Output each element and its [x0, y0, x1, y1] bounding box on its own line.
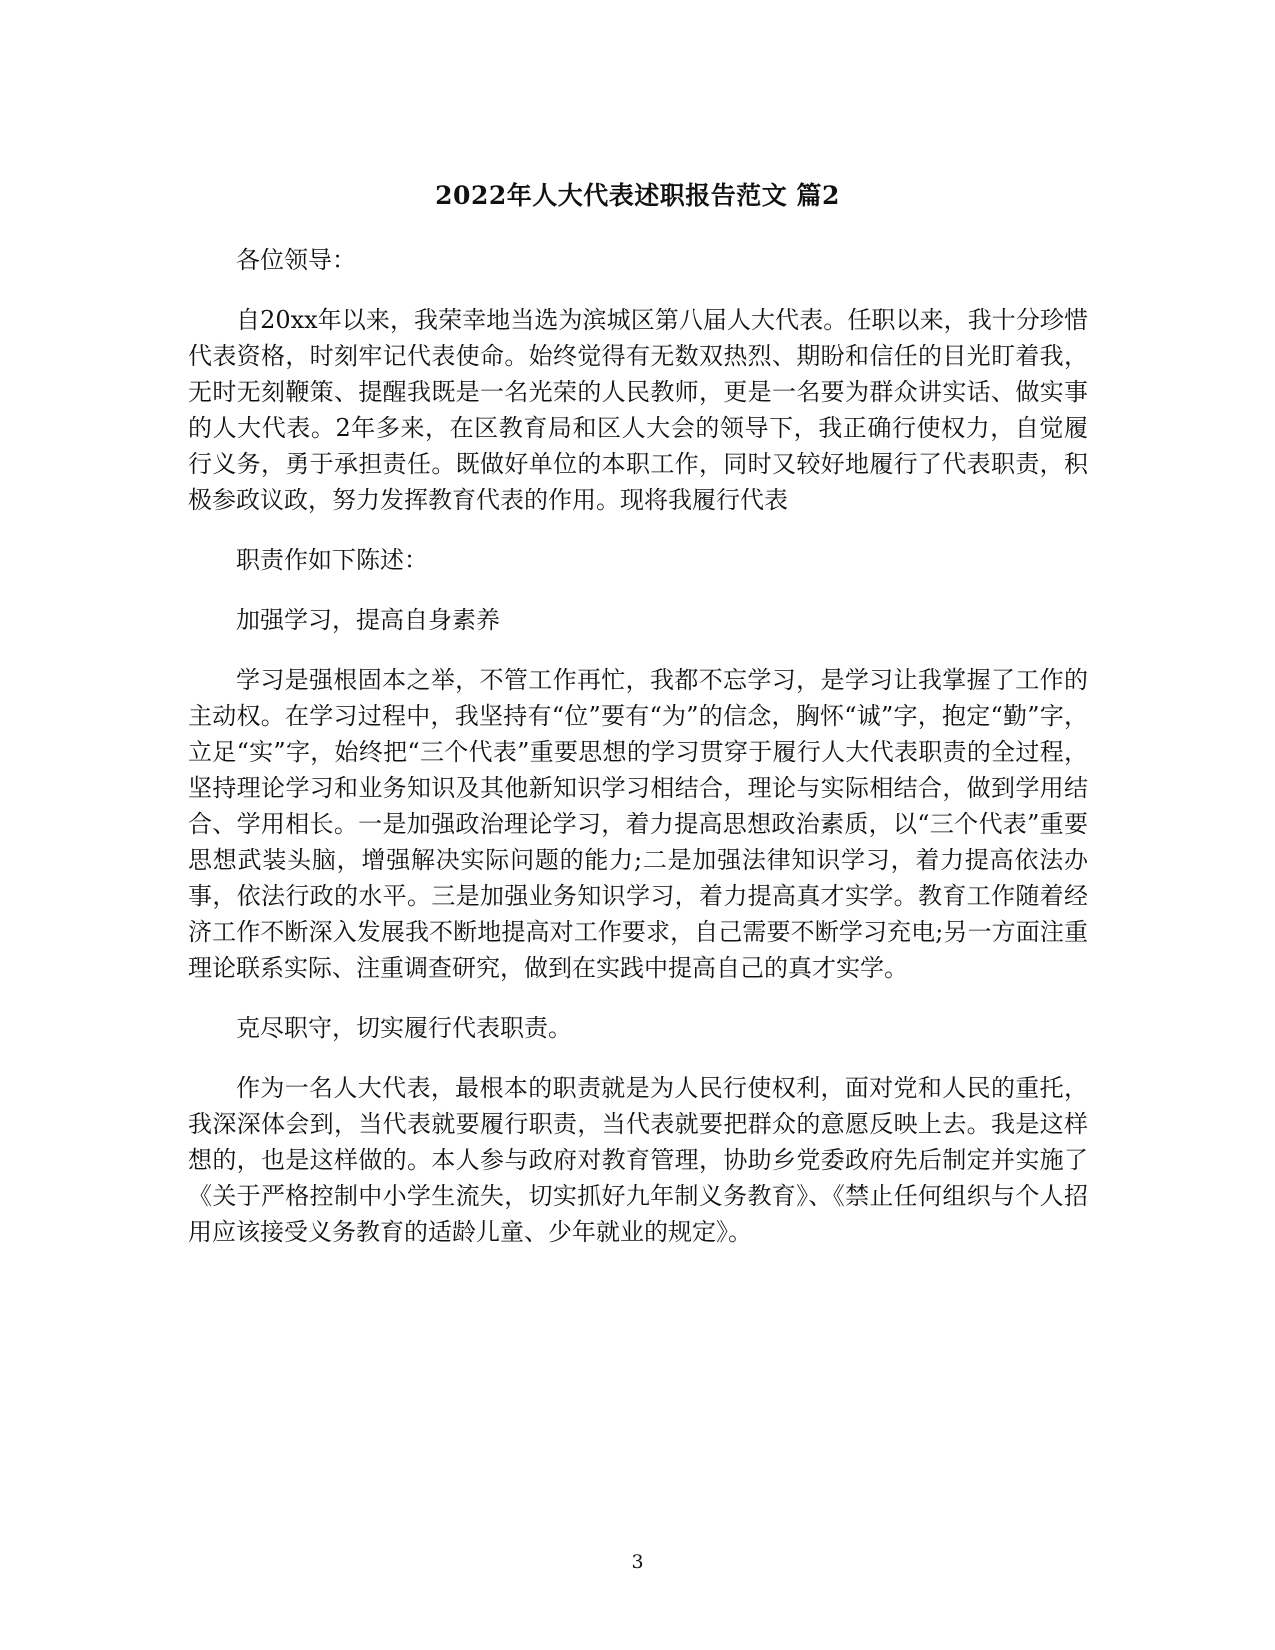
- page-title: 2022年人大代表述职报告范文 篇2: [435, 181, 840, 210]
- section-heading-duties: 克尽职守，切实履行代表职责。: [236, 1014, 572, 1042]
- paragraph-intro: 自20xx年以来，我荣幸地当选为滨城区第八届人大代表。任职以来，我十分珍惜代表资格，时刻牢记代表使命。始终觉得有无数双热烈、期盼和信任的目光盯着我，无时无刻鞭策、提醒我既是一名光荣的人民教师，更是一名要为群众讲实话、做实事的人大代表。2年多来，在区教育局和区人大会的领导下，我正确行使权力，自觉履行义务，勇于承担责任。既做好单位的本职工作，同时又较好地履行了代表职责，积极参政议政，努力发挥教育代表的作用。现将我履行代表: [188, 306, 1088, 514]
- paragraph-study: 学习是强根固本之举，不管工作再忙，我都不忘学习，是学习让我掌握了工作的主动权。在学习过程中，我坚持有“位”要有“为”的信念，胸怀“诚”字，抱定“勤”字，立足“实”字，始终把“三个代表”重要思想的学习贯穿于履行人大代表职责的全过程，坚持理论学习和业务知识及其他新知识学习相结合，理论与实际相结合，做到学用结合、学用相长。一是加强政治理论学习，着力提高思想政治素质，以“三个代表”重要思想武装头脑，增强解决实际问题的能力;二是加强法律知识学习，着力提高依法办事，依法行政的水平。三是加强业务知识学习，着力提高真才实学。教育工作随着经济工作不断深入发展我不断地提高对工作要求，自己需要不断学习充电;另一方面注重理论联系实际、注重调查研究，做到在实践中提高自己的真才实学。: [188, 666, 1088, 982]
- document-body: [188, 242, 1088, 1274]
- paragraph-statement: 职责作如下陈述：: [236, 546, 428, 574]
- page-number: 3: [631, 1551, 644, 1573]
- salutation: 各位领导：: [236, 246, 356, 274]
- section-heading-study: 加强学习，提高自身素养: [236, 606, 500, 634]
- paragraph-duties: 作为一名人大代表，最根本的职责就是为人民行使权利，面对党和人民的重托，我深深体会到，当代表就要履行职责，当代表就要把群众的意愿反映上去。我是这样想的，也是这样做的。本人参与政府对教育管理，协助乡党委政府先后制定并实施了《关于严格控制中小学生流失，切实抓好九年制义务教育》、《禁止任何组织与个人招用应该接受义务教育的适龄儿童、少年就业的规定》。: [188, 1074, 1088, 1246]
